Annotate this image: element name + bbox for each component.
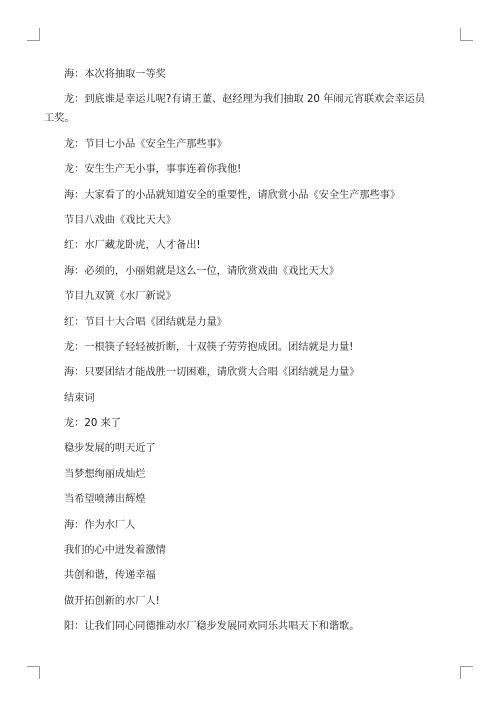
crop-mark-bottom-left [27,666,40,679]
paragraph-line: 龙：节目七小品《安全生产那些事》 [64,138,227,150]
paragraph-line: 当希望喷薄出辉煌 [64,494,146,506]
paragraph-line: 海：大家看了的小品就知道安全的重要性，请欣赏小品《安全生产那些事》 [64,189,401,201]
paragraph-line: 海：作为水厂人 [64,519,136,531]
paragraph-line: 红：节目十大合唱《团结就是力量》 [64,316,227,328]
crop-mark-top-right [460,28,473,41]
paragraph-line: 海：只要团结才能战胜一切困难，请欣赏大合唱《团结就是力量》 [64,367,360,379]
crop-mark-bottom-right [460,666,473,679]
paragraph-line: 节目九双簧《水厂新说》 [64,291,177,303]
document-body [44,68,440,646]
section-heading: 结束词 [64,392,95,404]
paragraph-line: 当梦想绚丽成灿烂 [64,468,146,480]
paragraph-line: 我们的心中迸发着激情 [64,545,166,557]
paragraph-line: 海：本次将抽取一等奖 [64,69,166,80]
paragraph-line-continuation: 工奖。 [44,113,75,125]
paragraph-line: 龙：20 来了 [64,418,121,430]
crop-mark-top-left [27,28,40,41]
paragraph-line: 龙：到底谁是幸运儿呢?有请王董、赵经理为我们抽取 20 年闹元宵联欢会幸运员 [64,94,426,106]
paragraph-line: 红：水厂藏龙卧虎，人才备出! [64,240,201,252]
paragraph-line: 做开拓创新的水厂人! [64,595,160,607]
paragraph-line: 稳步发展的明天近了 [64,443,156,455]
paragraph-line: 海：必须的，小丽姐就是这么一位，请欣赏戏曲《戏比天大》 [64,265,340,277]
paragraph-line: 阳：让我们同心同德推动水厂稳步发展同欢同乐共唱天下和谐歌。 [64,621,360,633]
paragraph-line: 龙：安生生产无小事，事事连着你我他! [64,164,242,176]
paragraph-line: 龙：一根筷子轻轻被折断，十双筷子劳劳抱成团。团结就是力量! [64,341,354,353]
paragraph-line: 节目八戏曲《戏比天大》 [64,214,177,226]
paragraph-line: 共创和谐，传递幸福 [64,570,156,582]
